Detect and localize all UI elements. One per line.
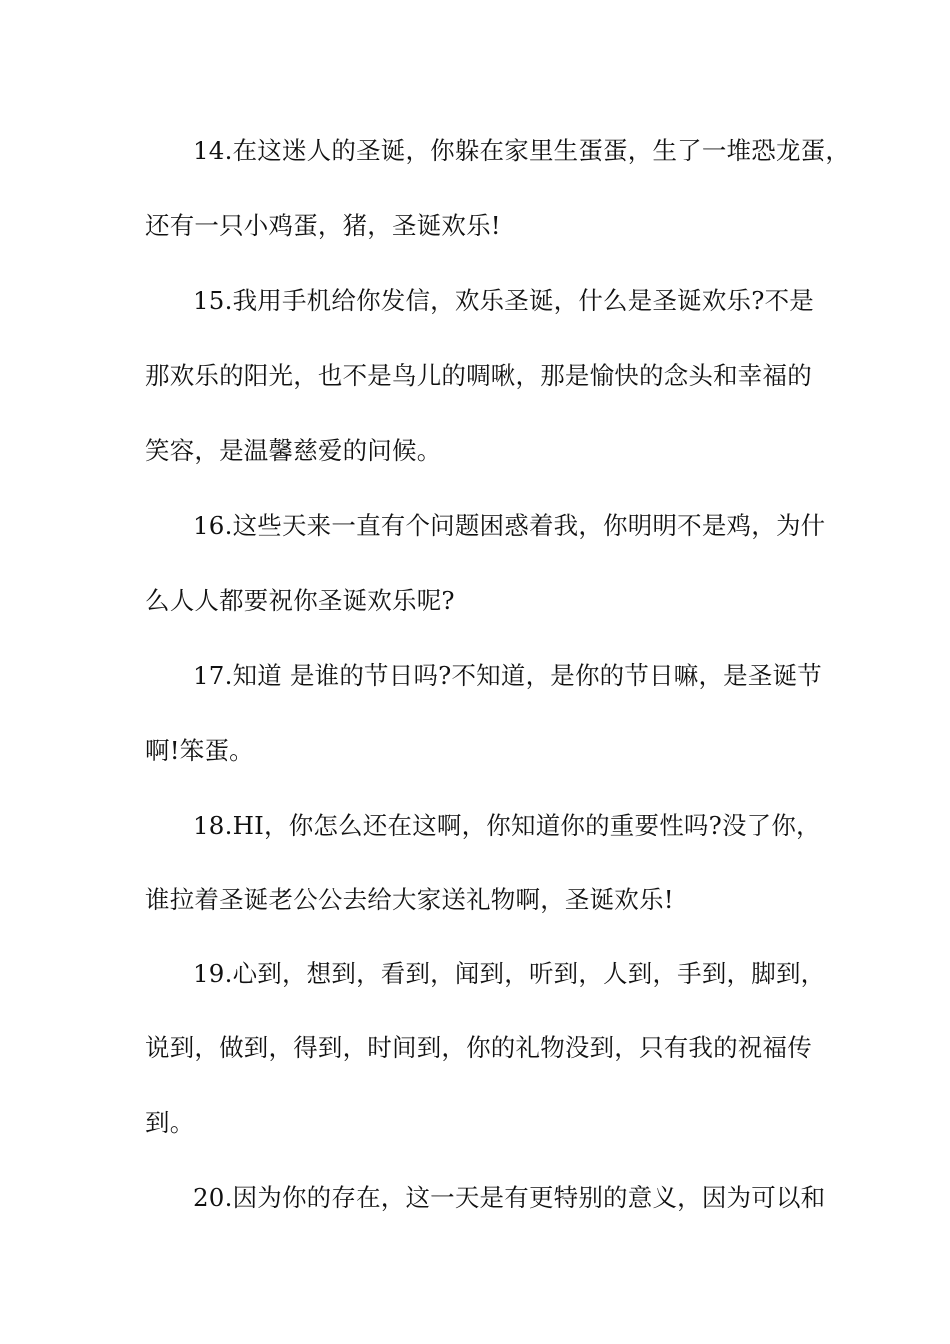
paragraph-14-line-1: 14.在这迷人的圣诞，你躲在家里生蛋蛋，生了一堆恐龙蛋， [193, 136, 851, 165]
paragraph-16-line-2: 么人人都要祝你圣诞欢乐呢? [145, 586, 455, 615]
paragraph-18-line-2: 谁拉着圣诞老公公去给大家送礼物啊，圣诞欢乐! [145, 885, 674, 914]
paragraph-14-line-2: 还有一只小鸡蛋，猪，圣诞欢乐! [145, 211, 501, 240]
paragraph-19-line-2: 说到，做到，得到，时间到，你的礼物没到，只有我的祝福传 [145, 1033, 812, 1062]
paragraph-15-line-2: 那欢乐的阳光，也不是鸟儿的啁啾，那是愉快的念头和幸福的 [145, 361, 812, 390]
paragraph-16-line-1: 16.这些天来一直有个问题困惑着我，你明明不是鸡，为什 [193, 511, 826, 540]
paragraph-20-line-1: 20.因为你的存在，这一天是有更特别的意义，因为可以和 [193, 1183, 826, 1212]
paragraph-17-line-2: 啊!笨蛋。 [145, 736, 254, 765]
paragraph-19-line-3: 到。 [145, 1108, 195, 1137]
paragraph-18-line-1: 18.HI，你怎么还在这啊，你知道你的重要性吗?没了你， [193, 811, 821, 840]
paragraph-17-line-1: 17.知道 是谁的节日吗?不知道，是你的节日嘛，是圣诞节 [193, 661, 822, 690]
paragraph-15-line-3: 笑容，是温馨慈爱的问候。 [145, 436, 442, 465]
paragraph-19-line-1: 19.心到，想到，看到，闻到，听到，人到，手到，脚到， [193, 959, 826, 988]
paragraph-15-line-1: 15.我用手机给你发信，欢乐圣诞，什么是圣诞欢乐?不是 [193, 286, 814, 315]
